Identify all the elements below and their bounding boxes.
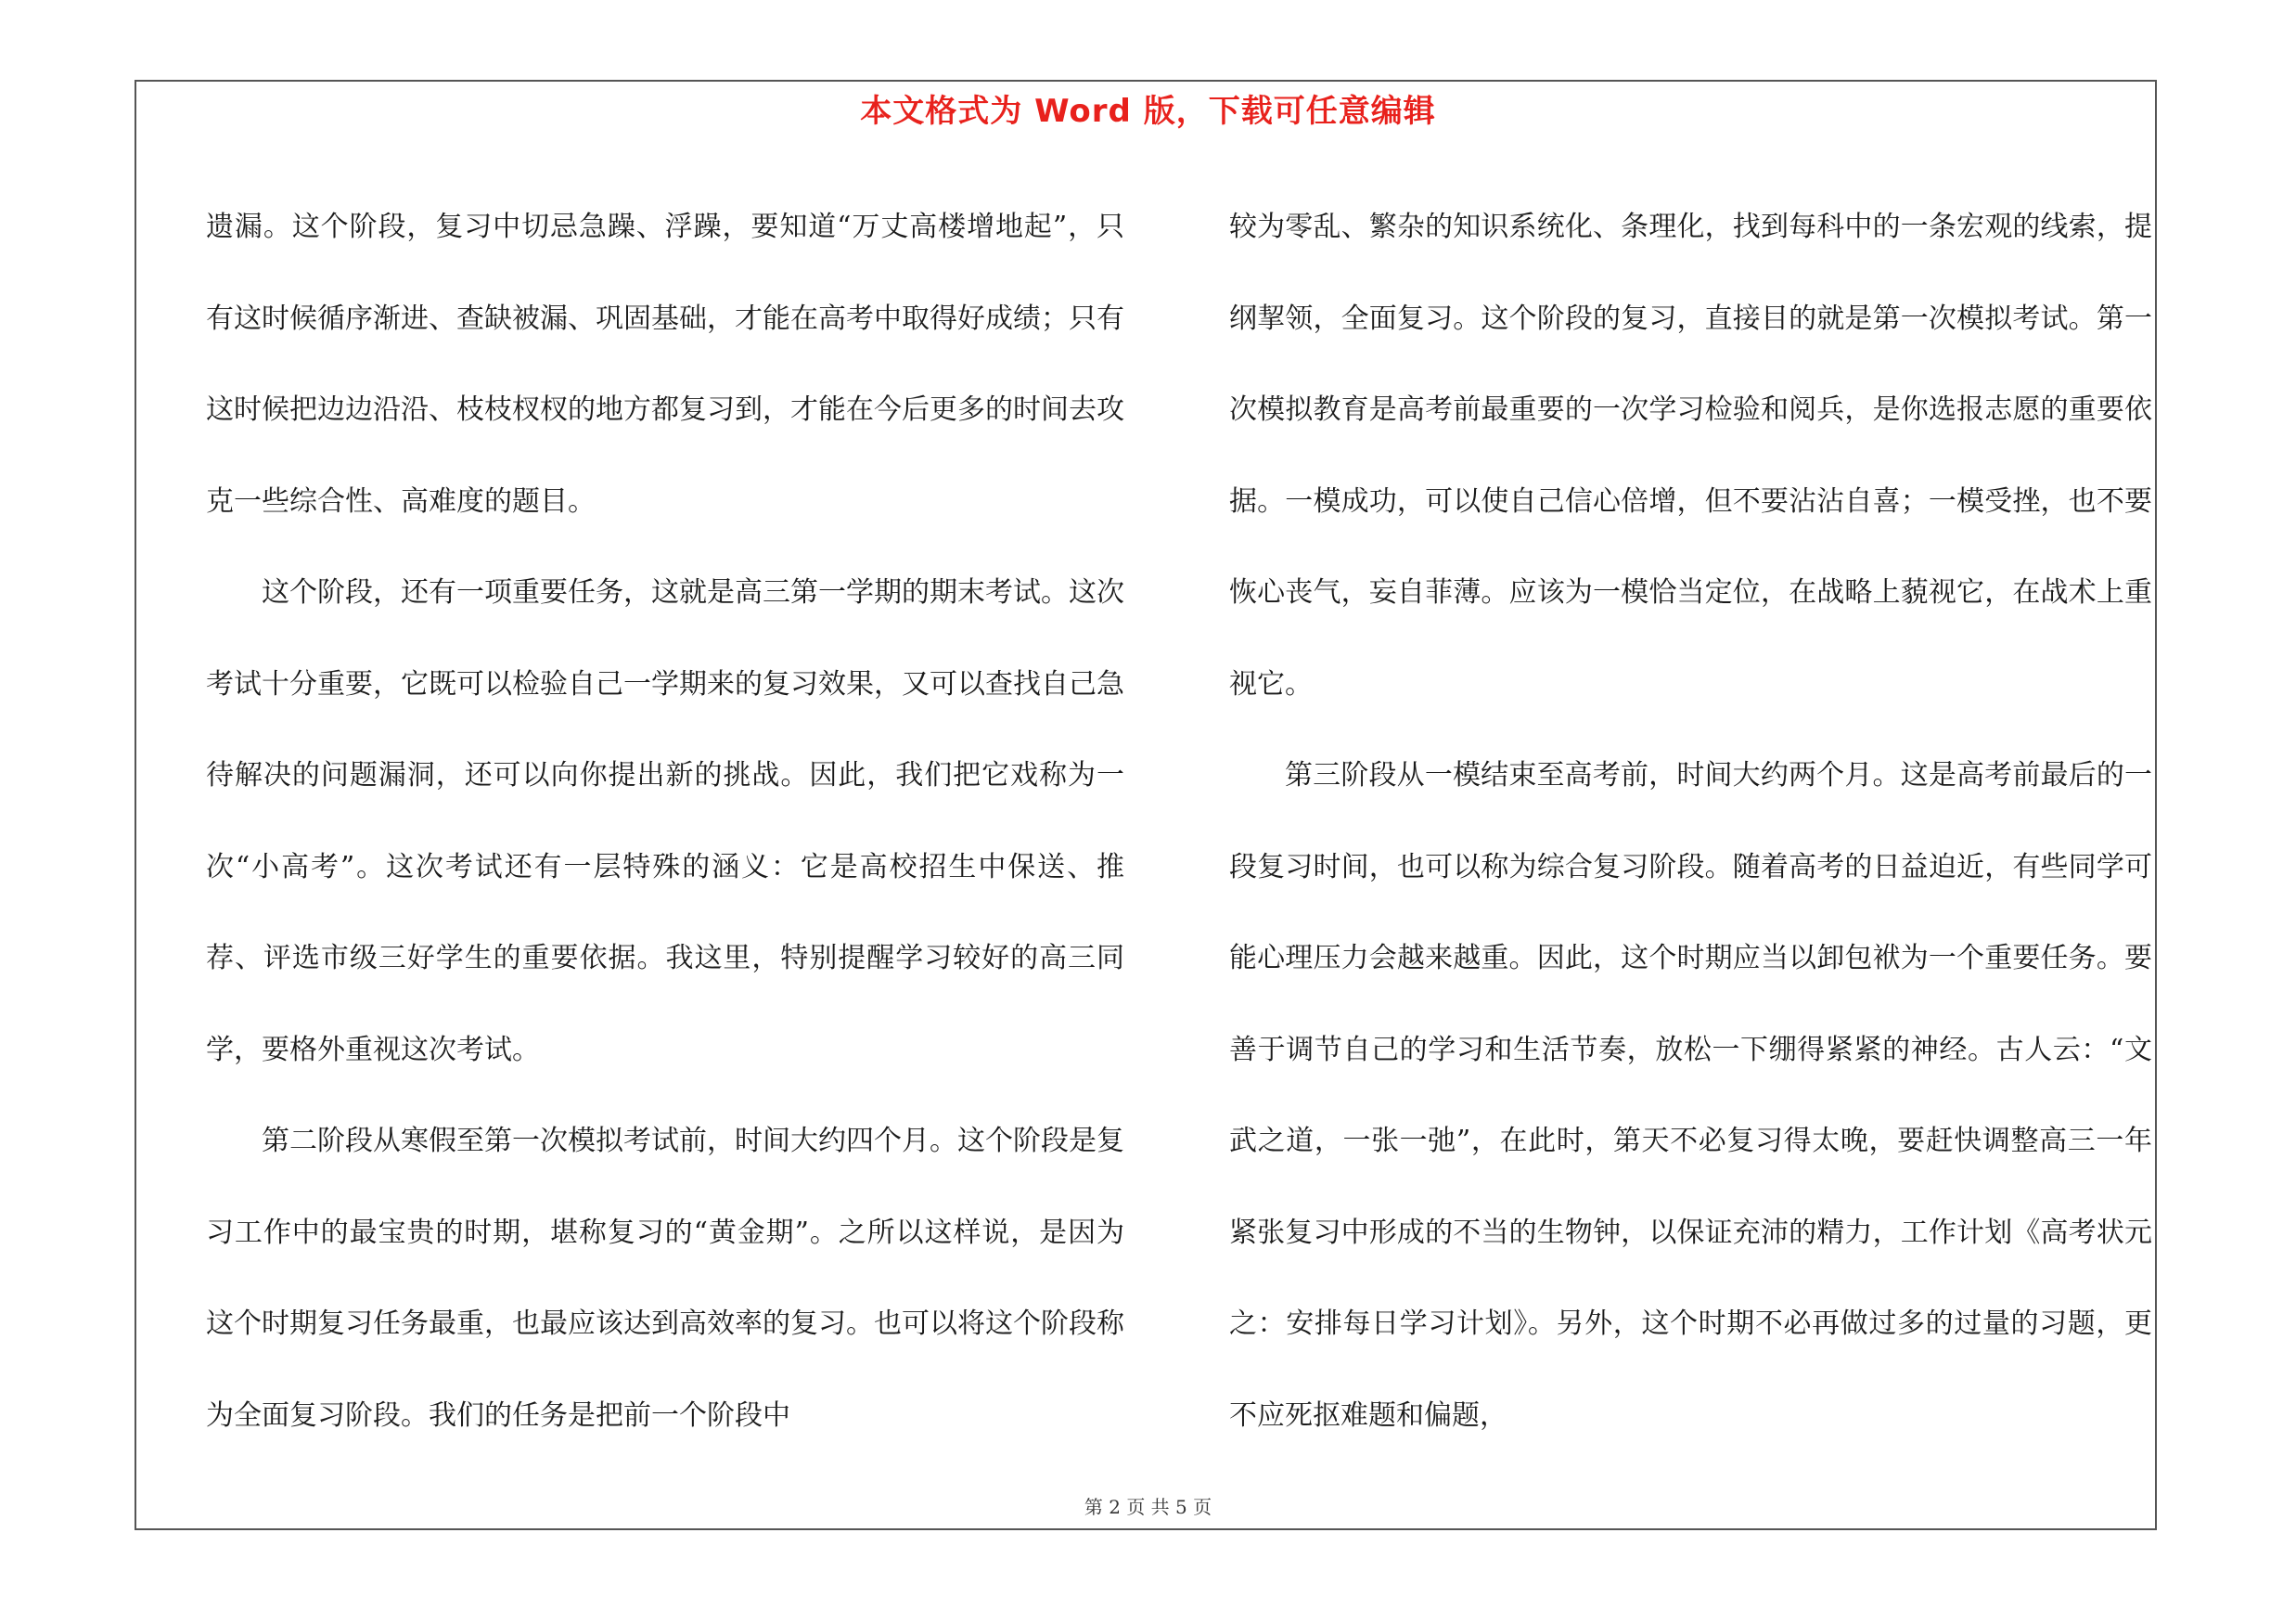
paragraph: 这个阶段，还有一项重要任务，这就是高三第一学期的期末考试。这次考试十分重要，它既可以检验自己一学期来的复习效果，又可以查找自己急待解决的问题漏洞，还可以向你提出新的挑战。因此，我们把它戏称为一次“小高考”。这次考试还有一层特殊的涵义：它是高校招生中保送、推荐、评选市级三好学生的重要依据。我这里，特别提醒学习较好的高三同学，要格外重视这次考试。 [206,576,1124,1066]
paragraph: 较为零乱、繁杂的知识系统化、条理化，找到每科中的一条宏观的线索，提纲挈领，全面复习。这个阶段的复习，直接目的就是第一次模拟考试。第一次模拟教育是高考前最重要的一次学习检验和阅兵，是你选报志愿的重要依据。一模成功，可以使自己信心倍增，但不要沾沾自喜；一模受挫，也不要恢心丧气，妄自菲薄。应该为一模恰当定位，在战略上藐视它，在战术上重视它。 [1229,211,2152,701]
right-text-column [1229,182,2152,1462]
page-number-footer: 第 2 页 共 5 页 [1084,1496,1212,1518]
paragraph: 第二阶段从寒假至第一次模拟考试前，时间大约四个月。这个阶段是复习工作中的最宝贵的时期，堪称复习的“黄金期”。之所以这样说，是因为这个时期复习任务最重，也最应该达到高效率的复习。也可以将这个阶段称为全面复习阶段。我们的任务是把前一个阶段中 [206,1125,1124,1432]
paragraph: 第三阶段从一模结束至高考前，时间大约两个月。这是高考前最后的一段复习时间，也可以称为综合复习阶段。随着高考的日益迫近，有些同学可能心理压力会越来越重。因此，这个时期应当以卸包袱为一个重要任务。要善于调节自己的学习和生活节奏，放松一下绷得紧紧的神经。古人云：“文武之道，一张一弛”，在此时，第天不必复习得太晚，要赶快调整高三一年紧张复习中形成的不当的生物钟，以保证充沛的精力，工作计划《高考状元之：安排每日学习计划》。另外，这个时期不必再做过多的过量的习题，更不应死抠难题和偏题， [1229,759,2152,1432]
document-banner: 本文格式为 Word 版，下载可任意编辑 [860,92,1436,130]
left-text-column [206,182,1124,1462]
paragraph: 遗漏。这个阶段，复习中切忌急躁、浮躁，要知道“万丈高楼增地起”，只有这时候循序渐进、查缺被漏、巩固基础，才能在高考中取得好成绩；只有这时候把边边沿沿、枝枝杈杈的地方都复习到，才能在今后更多的时间去攻克一些综合性、高难度的题目。 [206,211,1124,518]
